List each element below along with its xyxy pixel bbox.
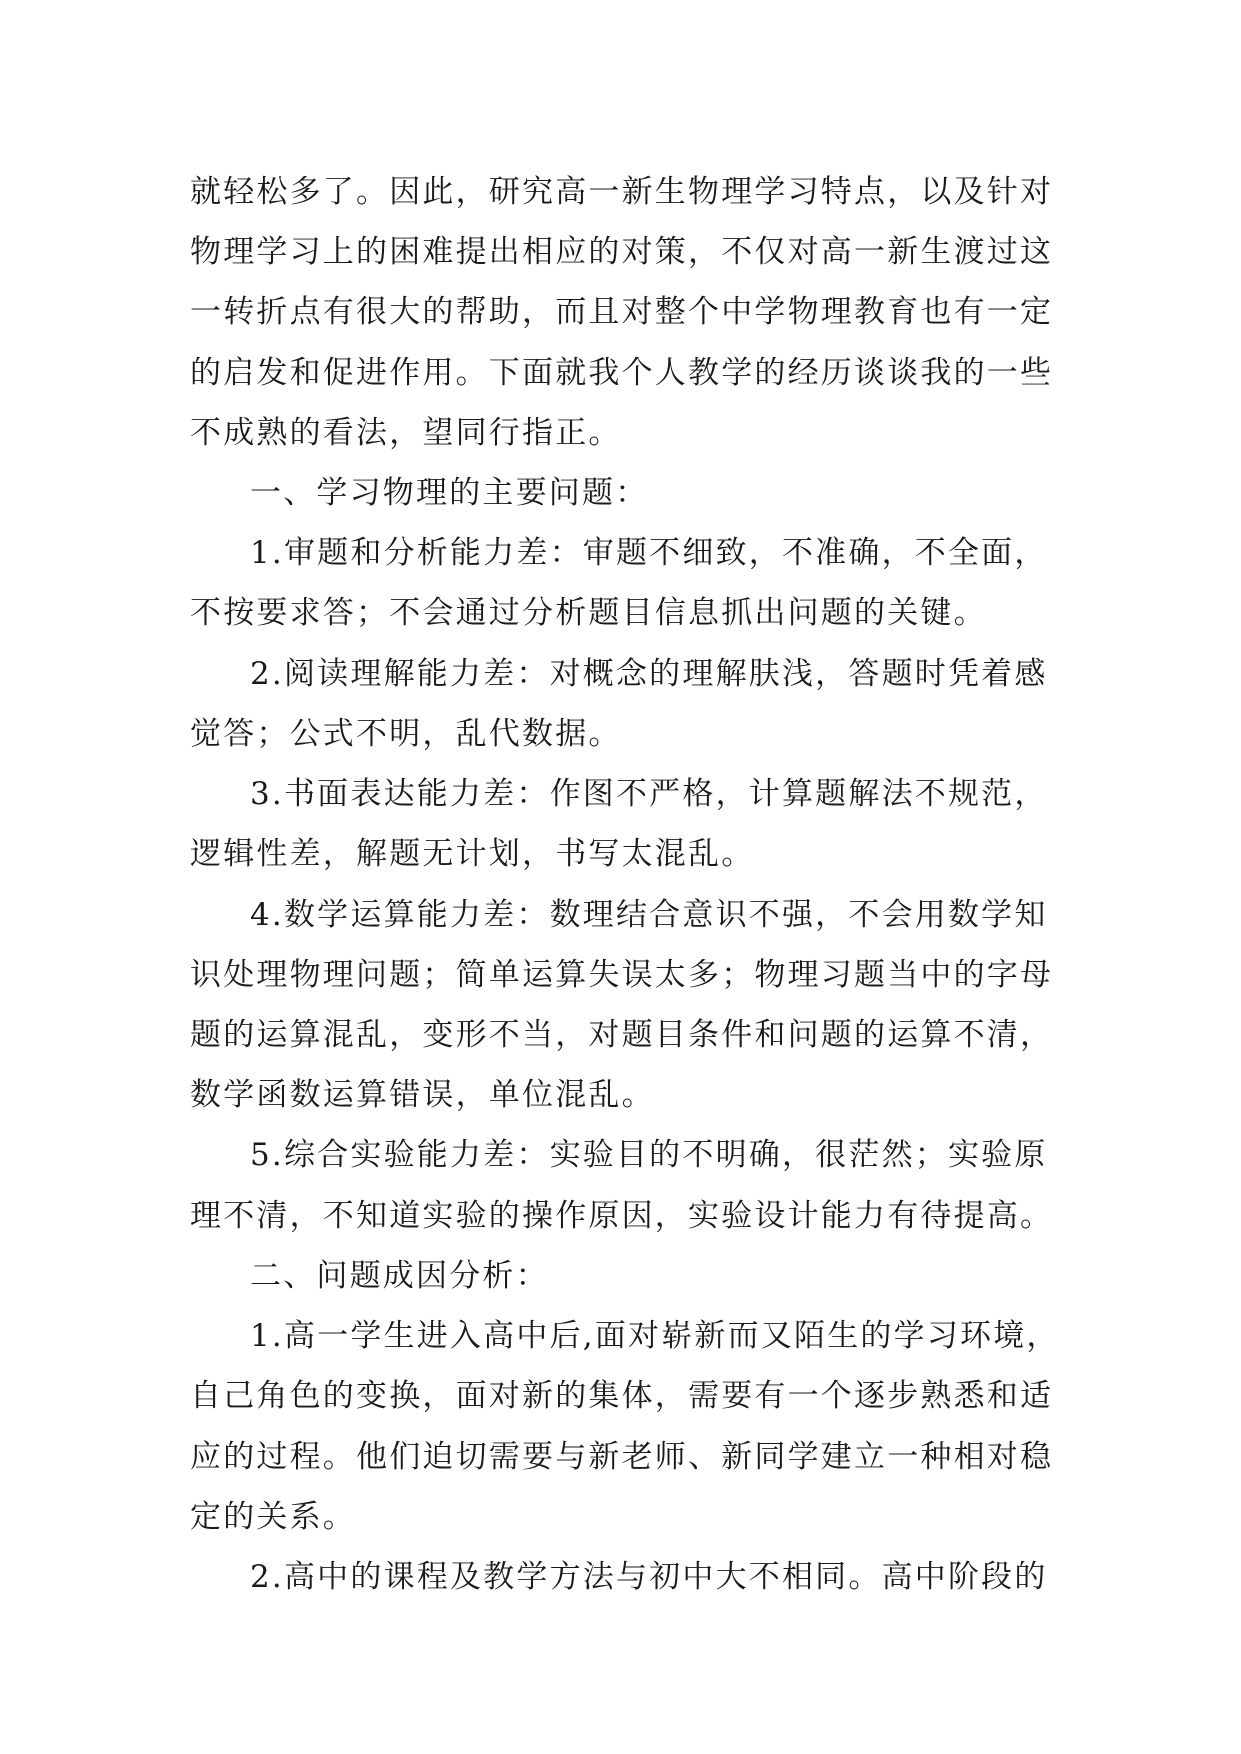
list-item-text: 4.数学运算能力差：数理结合意识不强，不会用数学知: [250, 897, 1048, 933]
text-line: 应的过程。他们迫切需要与新老师、新同学建立一种相对稳: [190, 1439, 1054, 1475]
list-item-text: 5.综合实验能力差：实验目的不明确，很茫然；实验原: [250, 1137, 1048, 1173]
text-line: 理不清，不知道实验的操作原因，实验设计能力有待提高。: [190, 1198, 1054, 1234]
text-line: 不按要求答；不会通过分析题目信息抓出问题的关键。: [190, 595, 987, 631]
list-item-text: 2.阅读理解能力差：对概念的理解肤浅，答题时凭着感: [250, 656, 1048, 692]
text-line: 自己角色的变换，面对新的集体，需要有一个逐步熟悉和适: [190, 1378, 1054, 1414]
text-line: 题的运算混乱，变形不当，对题目条件和问题的运算不清，: [190, 1017, 1054, 1053]
text-line: 觉答；公式不明，乱代数据。: [190, 716, 622, 752]
list-item-text: 3.书面表达能力差：作图不严格，计算题解法不规范，: [250, 776, 1048, 812]
section-heading-2: 二、问题成因分析：: [250, 1258, 549, 1294]
section-heading-1: 一、学习物理的主要问题：: [250, 475, 649, 511]
list-item-text: 1.审题和分析能力差：审题不细致，不准确，不全面，: [250, 535, 1048, 571]
text-line: 就轻松多了。因此，研究高一新生物理学习特点，以及针对: [190, 174, 1054, 210]
text-line: 的启发和促进作用。下面就我个人教学的经历谈谈我的一些: [190, 355, 1054, 391]
text-line: 一转折点有很大的帮助，而且对整个中学物理教育也有一定: [190, 294, 1054, 330]
text-line: 逻辑性差，解题无计划，书写太混乱。: [190, 836, 755, 872]
text-line: 物理学习上的困难提出相应的对策，不仅对高一新生渡过这: [190, 234, 1054, 270]
list-item-text: 1.高一学生进入高中后,面对崭新而又陌生的学习环境，: [250, 1318, 1060, 1354]
text-line: 不成熟的看法，望同行指正。: [190, 415, 622, 451]
list-item-text: 2.高中的课程及教学方法与初中大不相同。高中阶段的: [250, 1559, 1048, 1595]
text-line: 定的关系。: [190, 1499, 356, 1535]
text-line: 识处理物理问题；简单运算失误太多；物理习题当中的字母: [190, 957, 1054, 993]
text-line: 数学函数运算错误，单位混乱。: [190, 1077, 655, 1113]
